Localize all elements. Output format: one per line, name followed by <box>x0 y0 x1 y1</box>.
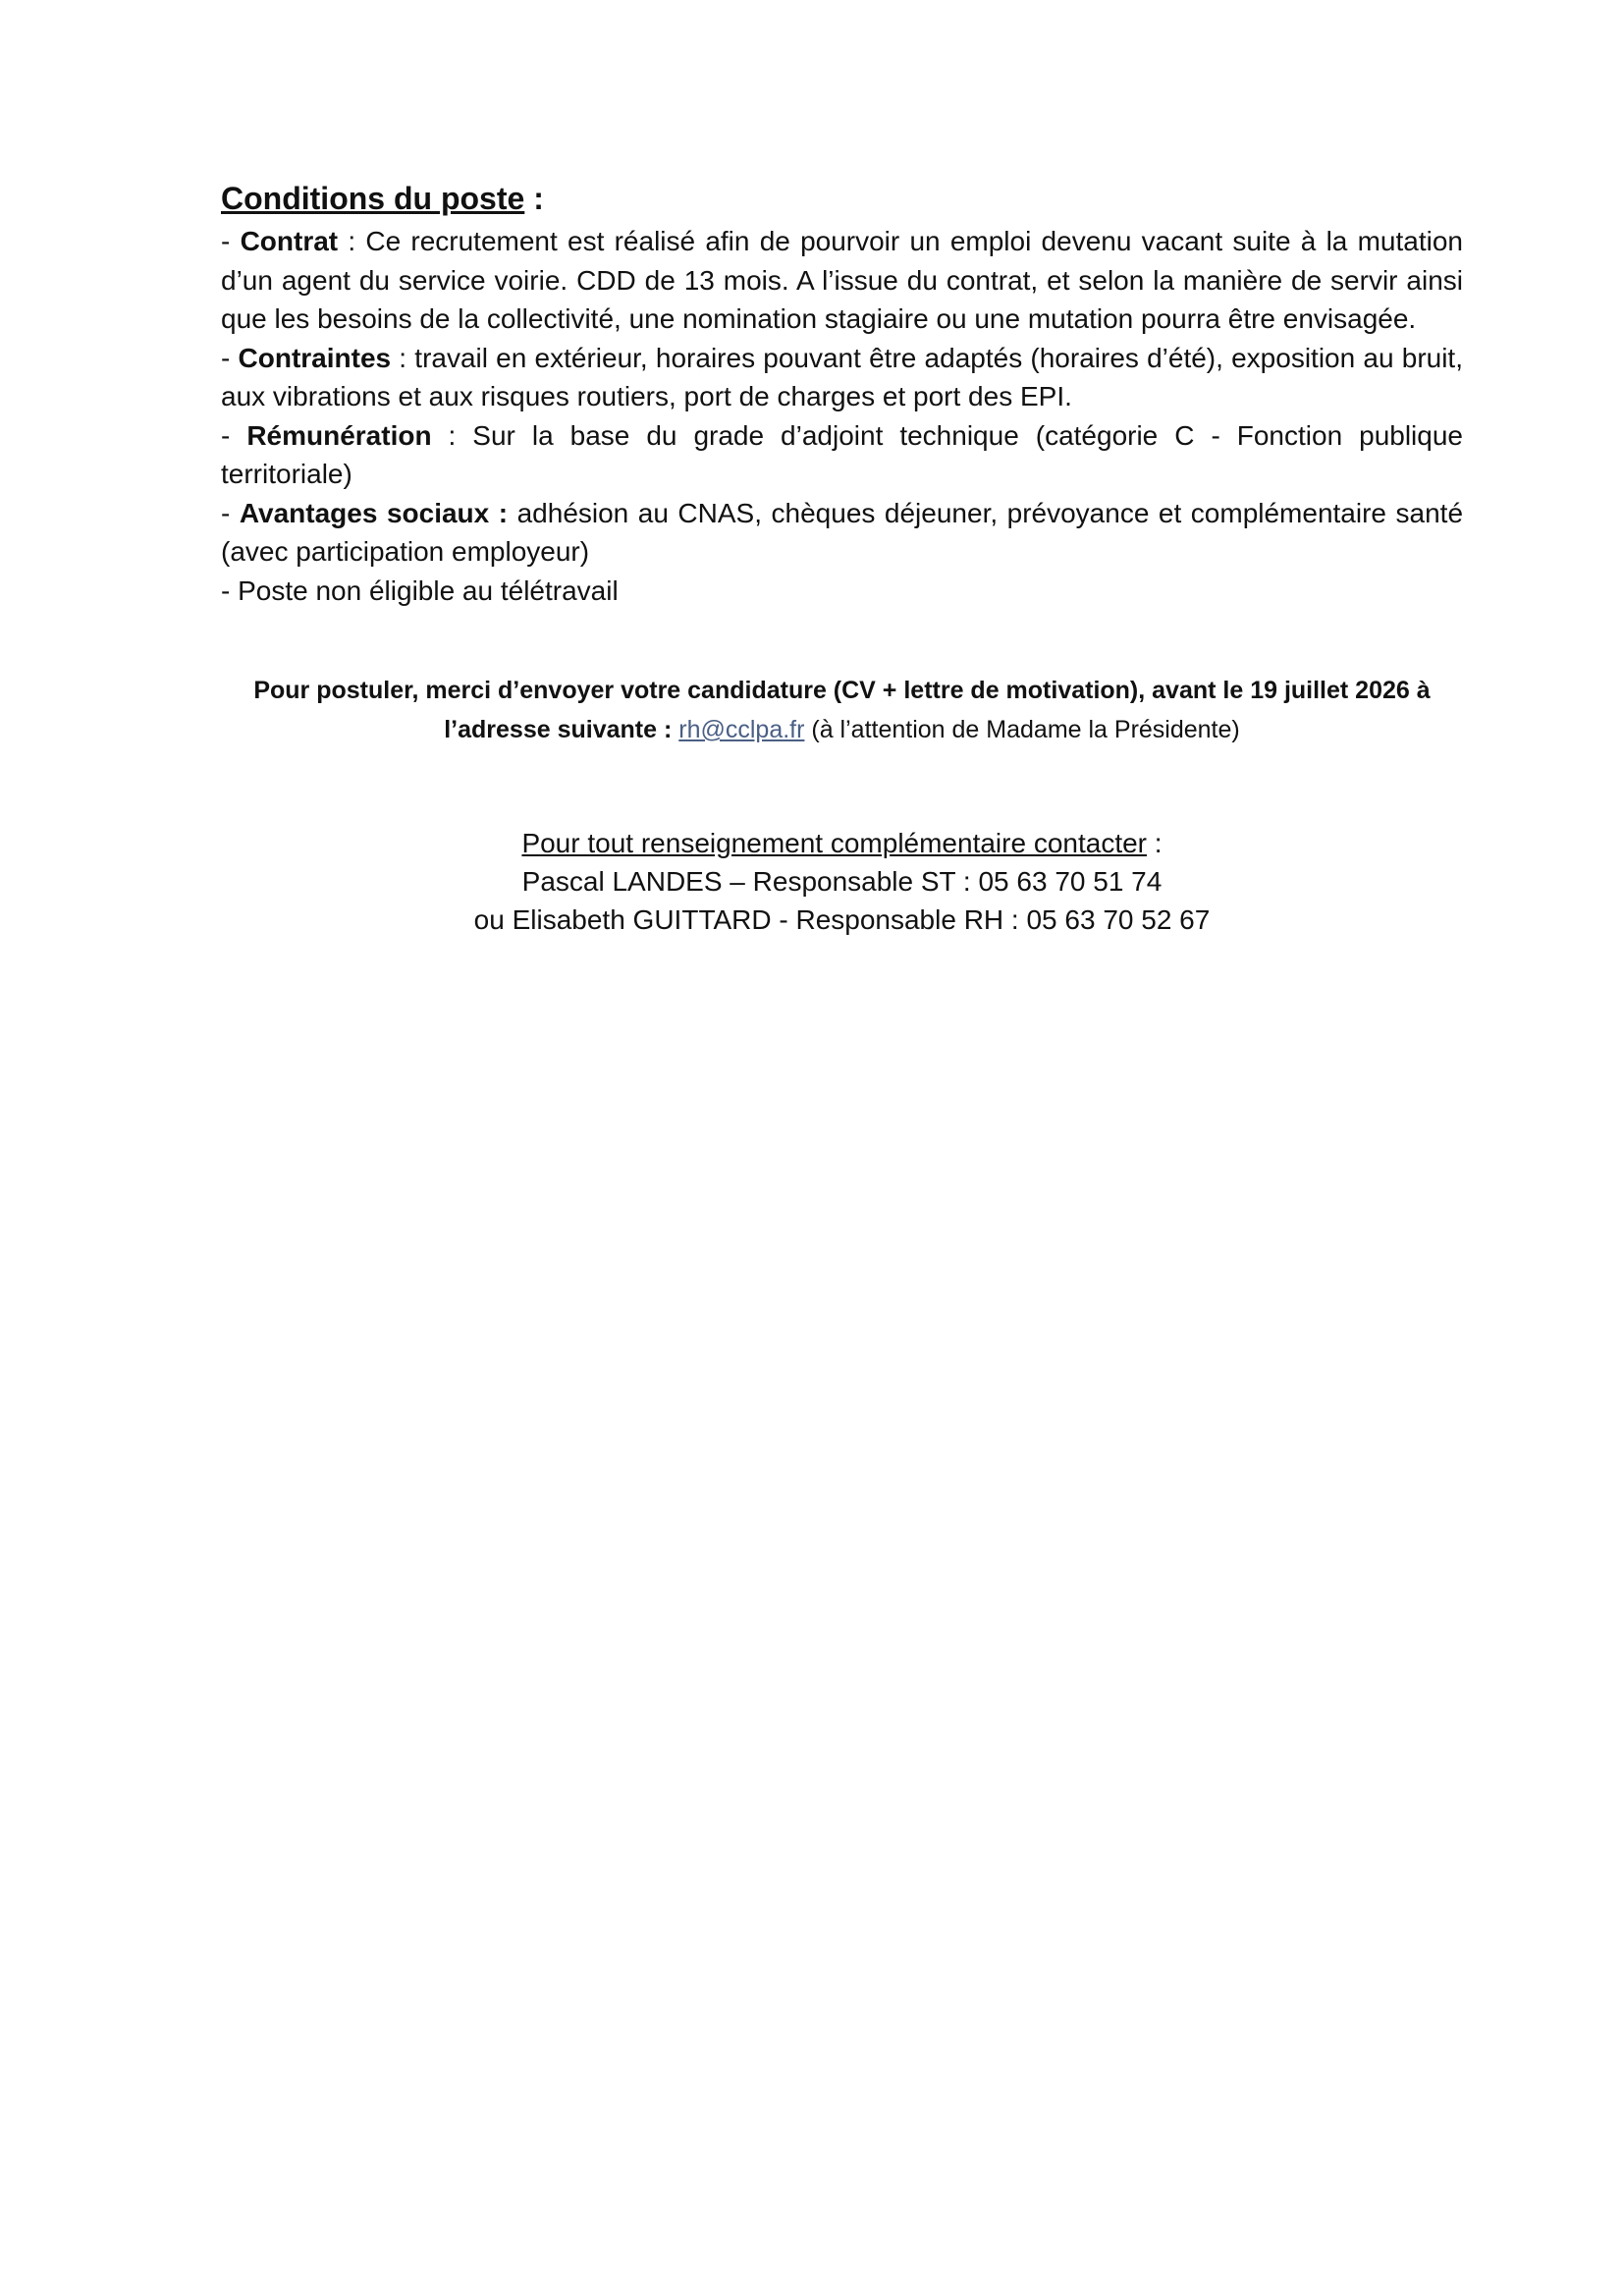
apply-line-2-rest: (à l’attention de Madame la Présidente) <box>804 716 1240 743</box>
contact-block <box>221 824 1463 939</box>
item-prefix: - <box>221 419 247 451</box>
conditions-heading <box>221 177 1463 220</box>
application-instructions <box>221 671 1463 749</box>
item-text: : Sur la base du grade d’adjoint technique (catégorie C - Fonction publique territoriale) <box>221 419 1463 489</box>
item-label: Contrat <box>240 226 339 256</box>
condition-contrat <box>221 222 1463 339</box>
item-prefix: - <box>221 342 239 373</box>
contact-intro-text: Pour tout renseignement complémentaire contacter <box>521 828 1147 858</box>
item-text: : travail en extérieur, horaires pouvant être adaptés (horaires d’été), exposition au bruit, aux vibrations et aux risques routiers, port de charges et port des EPI. <box>221 342 1463 411</box>
item-text: adhésion au CNAS, chèques déjeuner, prévoyance et complémentaire santé (avec participation employeur) <box>221 497 1464 567</box>
page-content <box>221 177 1463 939</box>
condition-teletravail <box>221 572 1463 611</box>
item-label: Rémunération <box>246 419 432 451</box>
condition-remuneration <box>221 416 1463 494</box>
item-label: Avantages sociaux : <box>239 497 509 528</box>
apply-line-1 <box>221 671 1463 710</box>
email-link[interactable]: rh@cclpa.fr <box>678 716 805 743</box>
contact-intro <box>221 824 1463 862</box>
item-text: : Ce recrutement est réalisé afin de pourvoir un emploi devenu vacant suite à la mutation d’un agent du service voirie. CDD de 13 mois. A l’issue du contrat, et selon la manière de servir ainsi que les besoins de la collectivité, une nomination stagiaire ou une mutation pourra être envisagée. <box>221 226 1463 334</box>
apply-line-2 <box>221 710 1463 749</box>
item-label: Contraintes <box>238 342 392 373</box>
condition-avantages <box>221 494 1463 572</box>
contact-line-1: Pascal LANDES – Responsable ST : 05 63 70 51 74 <box>521 866 1163 897</box>
contact-line-2: ou Elisabeth GUITTARD - Responsable RH : 05 63 70 52 67 <box>473 904 1211 935</box>
item-prefix: - <box>221 226 241 256</box>
contact-intro-suffix: : <box>1147 828 1163 858</box>
apply-line-1-text: Pour postuler, merci d’envoyer votre candidature (CV + lettre de motivation), avant le 19 juillet 2026 à <box>253 677 1431 704</box>
condition-contraintes <box>221 339 1463 416</box>
conditions-title-suffix: : <box>524 181 544 216</box>
apply-line-2-label: l’adresse suivante : <box>444 716 679 743</box>
item-text: - Poste non éligible au télétravail <box>221 574 619 606</box>
item-prefix: - <box>221 497 240 528</box>
conditions-title: Conditions du poste <box>221 181 525 216</box>
